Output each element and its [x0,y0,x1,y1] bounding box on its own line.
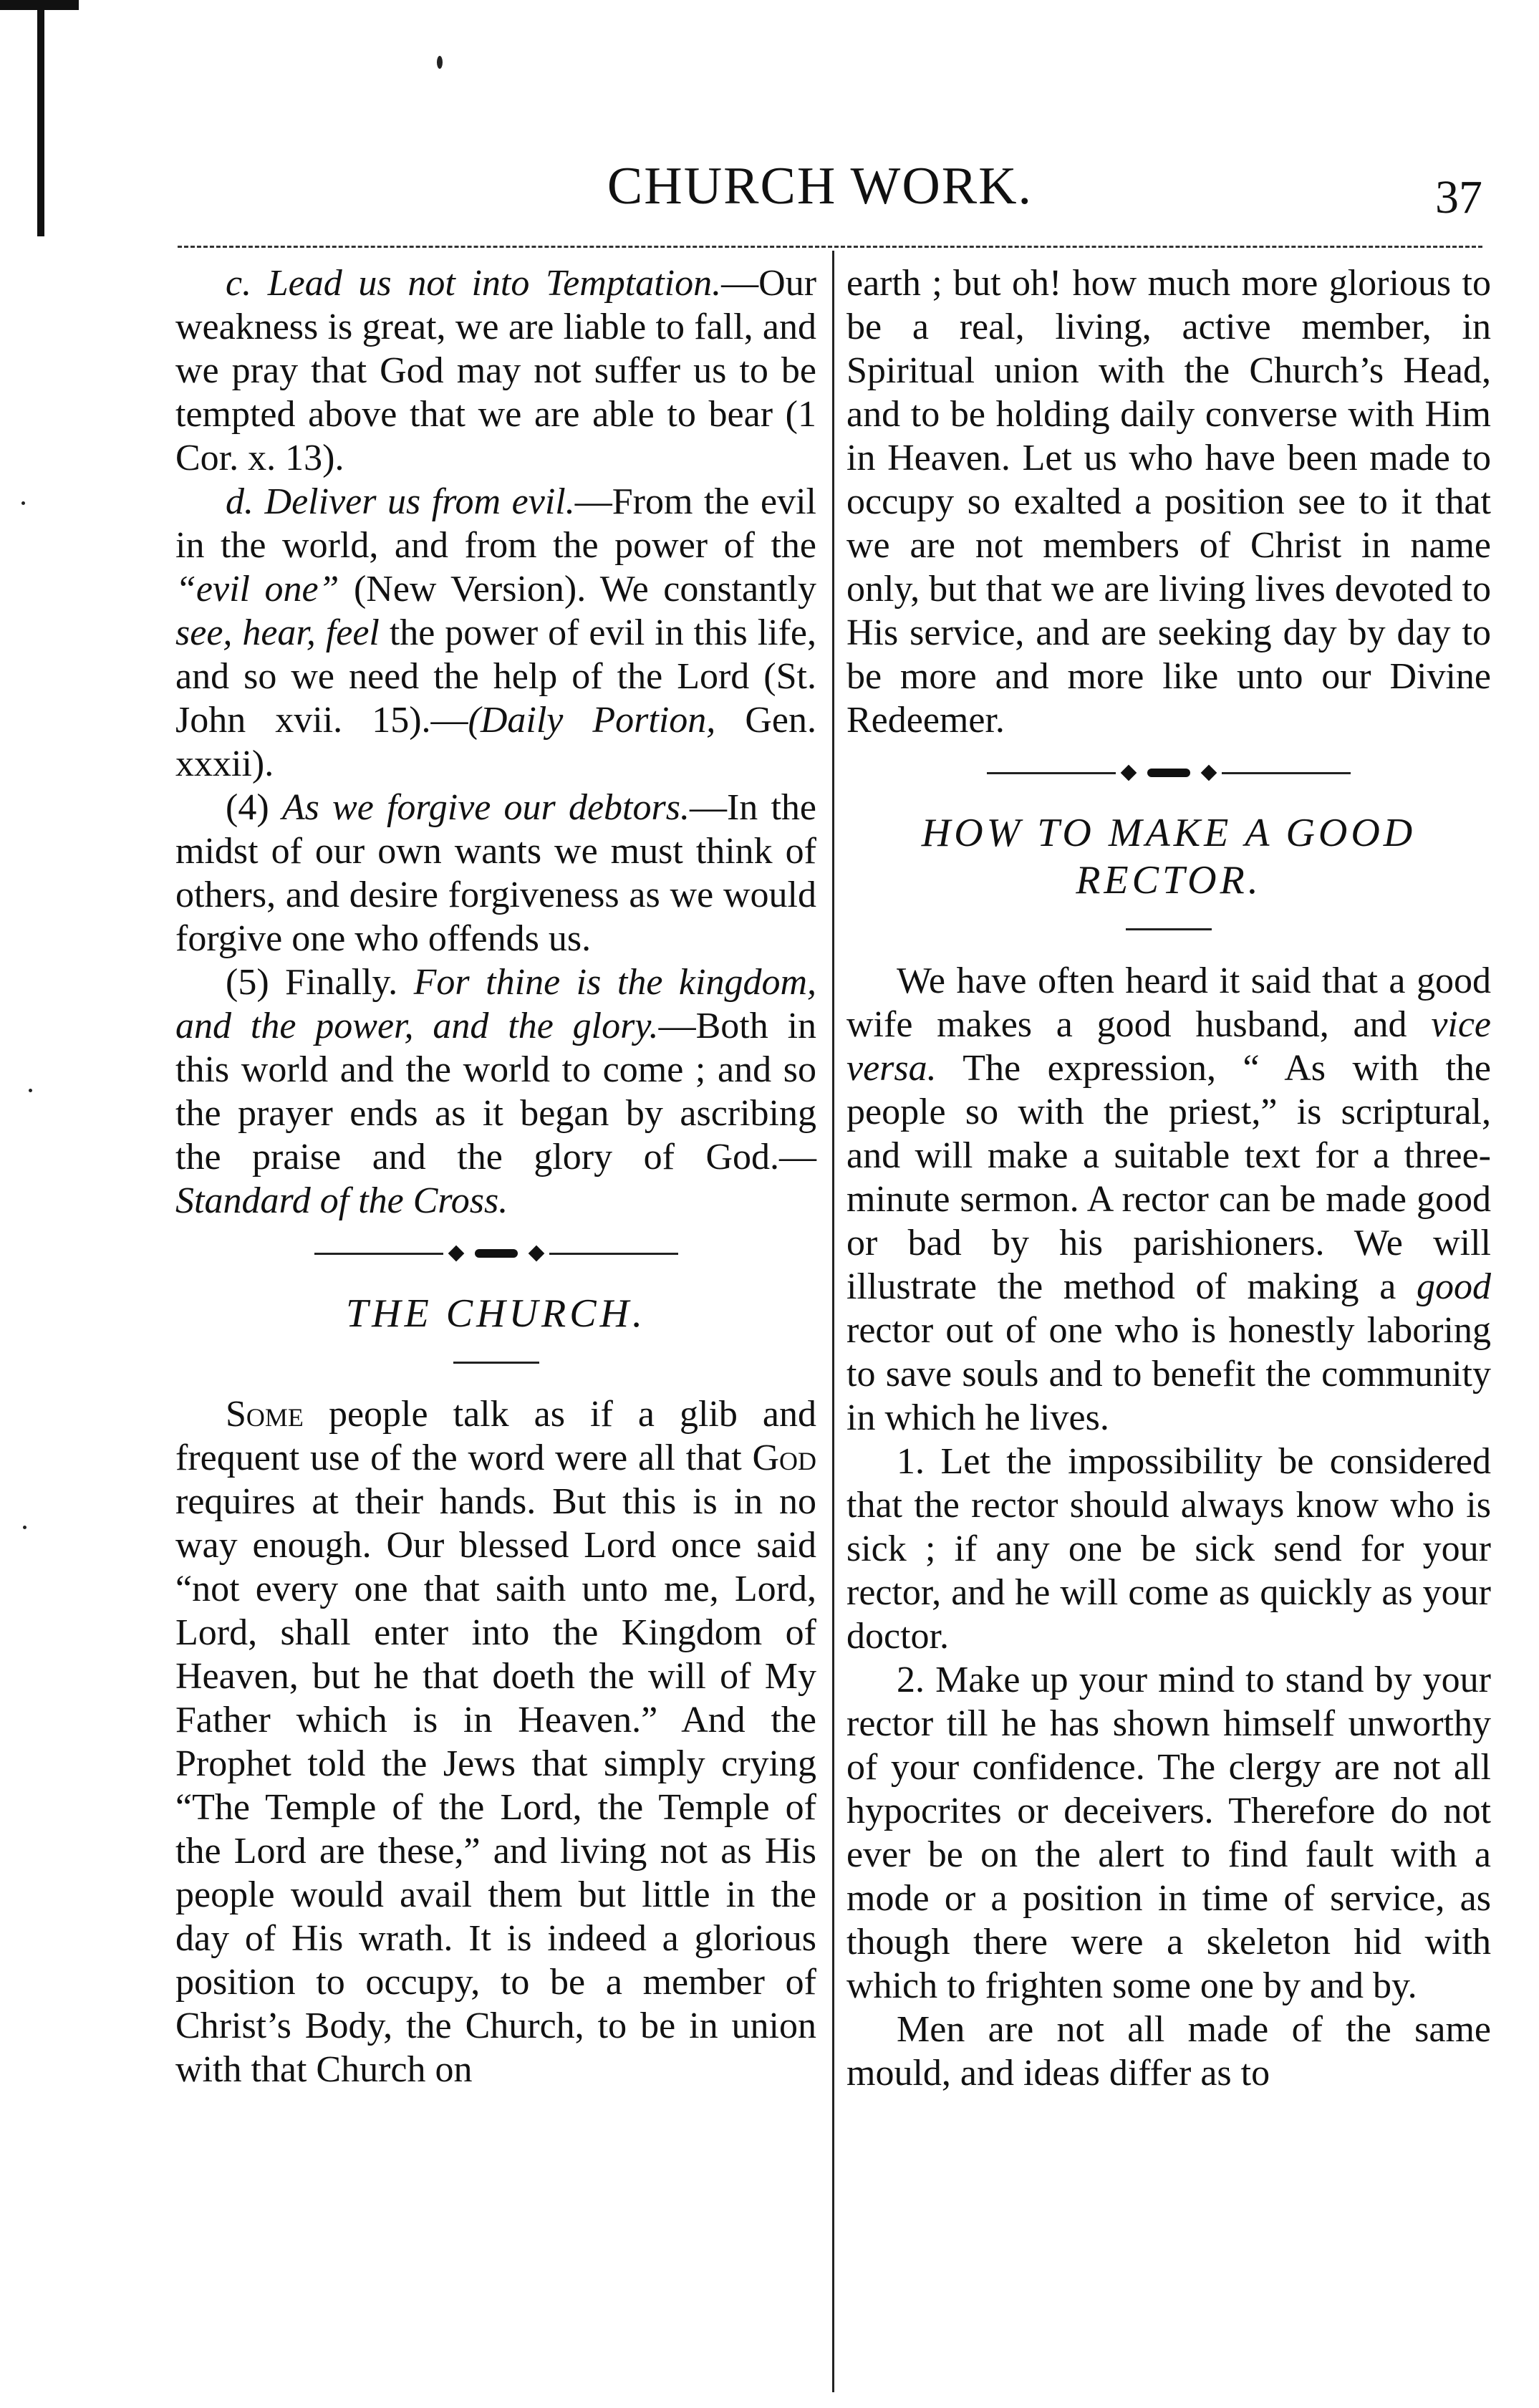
page-number: 37 [1435,171,1482,223]
item-title: As we forgive our debtors. [281,787,690,828]
body-text: Finally. [269,962,414,1003]
item-label: c. [226,263,252,304]
item-title: For thine is the kingdom, and the power, and the glory. [175,962,817,1046]
item-title: Deliver us from evil. [264,481,575,522]
emphasis: see, hear, [175,612,316,653]
ink-speck [21,501,25,505]
emphasis: vice versa. [846,1004,1491,1089]
section-ornament [846,756,1491,789]
header-rule [178,246,1482,248]
paragraph-5 [175,960,816,1223]
ink-speck [23,1526,26,1529]
column-divider [832,251,834,2392]
item-title: Lead us not into Temptation. [267,263,722,304]
item-label: d. [226,481,254,522]
paragraph-c [175,261,816,480]
right-column [846,261,1491,2095]
paragraph-continued: earth ; but oh! how much more glorious to be a real, living, active member, in Spiritual union with the Church’s Head, and to be holding daily converse with Him in Heaven. Let us who have been made to occupy so exalted a position see to it that we are not members of Christ in name only, but that we are living lives devoted to His service, and are seeking day by day to be more and more like unto our Divine Redeemer. [846,263,1491,741]
paragraph-rector-3: 2. Make up your mind to stand by your rector till he has shown himself unworthy of your confidence. The clergy are not all hypocrites or deceivers. Therefore do not ever be on the alert to find fault with a mode or a position in time of service, as though there were a skeleton hid with which to frighten some one by and by. [846,1660,1491,2006]
binding-corner-mark [0,0,79,10]
body-text: —Our weakness is great, we are liable to fall, and we pray that God may not suffer us to be tempted above that we are able to bear (1 Cor. x. 13). [175,263,817,478]
paragraph-d [175,480,816,786]
body-text: rector out of one who is honestly laboring to save souls and to benefit the community in which he lives. [846,1310,1491,1438]
lead-word: Some [226,1394,304,1435]
body-text: We have often heard it said that a good wife makes a good husband, and [846,960,1491,1045]
small-caps-word: God [752,1437,816,1478]
body-text: The expression, “ As with the people so with the priest,” is scriptural, and will make a suitable text for a three-minute sermon. A rector can be made good or bad by his parishioners. We will illustrate the method of making a [846,1048,1491,1307]
body-text: people talk as if a glib and frequent use of the word were all that [175,1394,816,1478]
ink-speck [29,1089,32,1092]
section-title-rector: HOW TO MAKE A GOOD RECTOR. [921,811,1417,902]
running-head: CHURCH WORK. [607,157,1033,216]
item-number: (4) [226,787,269,828]
source-citation: Standard of the Cross. [175,1180,508,1221]
title-rule [453,1362,539,1364]
paragraph-church [175,1392,816,2091]
source-citation: (Daily Portion, [468,700,716,741]
binding-edge-mark [37,0,44,236]
section-ornament [175,1237,816,1270]
body-text: —From the evil in the world, and from the power of the [175,481,816,566]
body-text: requires at their hands. But this is in no way enough. Our blessed Lord once said “not every one that saith unto me, Lord, Lord, shall enter into the Kingdom of Heaven, but he that doeth the will of My Father which is in Heaven.” And the Prophet told the Jews that simply crying “The Temple of the Lord, the Temple of the Lord are these,” and living not as His people would avail them but little in the day of His wrath. It is indeed a glorious position to occupy, to be a member of Christ’s Body, the Church, to be in union with that Church on [175,1481,816,2090]
ink-speck [437,56,443,69]
paragraph-rector-2: 1. Let the impossibility be considered that the rector should always know who is sick ; if any one be sick send for your rector, and he will come as quickly as your doctor. [846,1441,1491,1657]
section-title-church: THE CHURCH. [345,1291,647,1336]
quoted-term: “evil one” [175,569,339,610]
body-text: the power of evil in this life, and so we need the help of the Lord (St. John xvii. 15).— [175,612,817,741]
left-column [175,261,816,2091]
emphasis: good [1417,1266,1491,1307]
body-text: Gen. xxxii). [175,700,816,784]
emphasis: feel [325,612,380,653]
title-rule [1126,928,1212,930]
body-text: (New Version). We constantly [339,569,816,610]
item-number: (5) [226,962,269,1003]
paragraph-rector-4: Men are not all made of the same mould, and ideas differ as to [846,2009,1491,2094]
paragraph-rector-1 [846,959,1491,1440]
body-text: —In the midst of our own wants we must think of others, and desire forgiveness as we would forgive one who offends us. [175,787,817,959]
body-text: —Both in this world and the world to come ; and so the prayer ends as it began by ascribing the praise and the glory of God.— [175,1006,817,1177]
paragraph-4 [175,786,816,960]
